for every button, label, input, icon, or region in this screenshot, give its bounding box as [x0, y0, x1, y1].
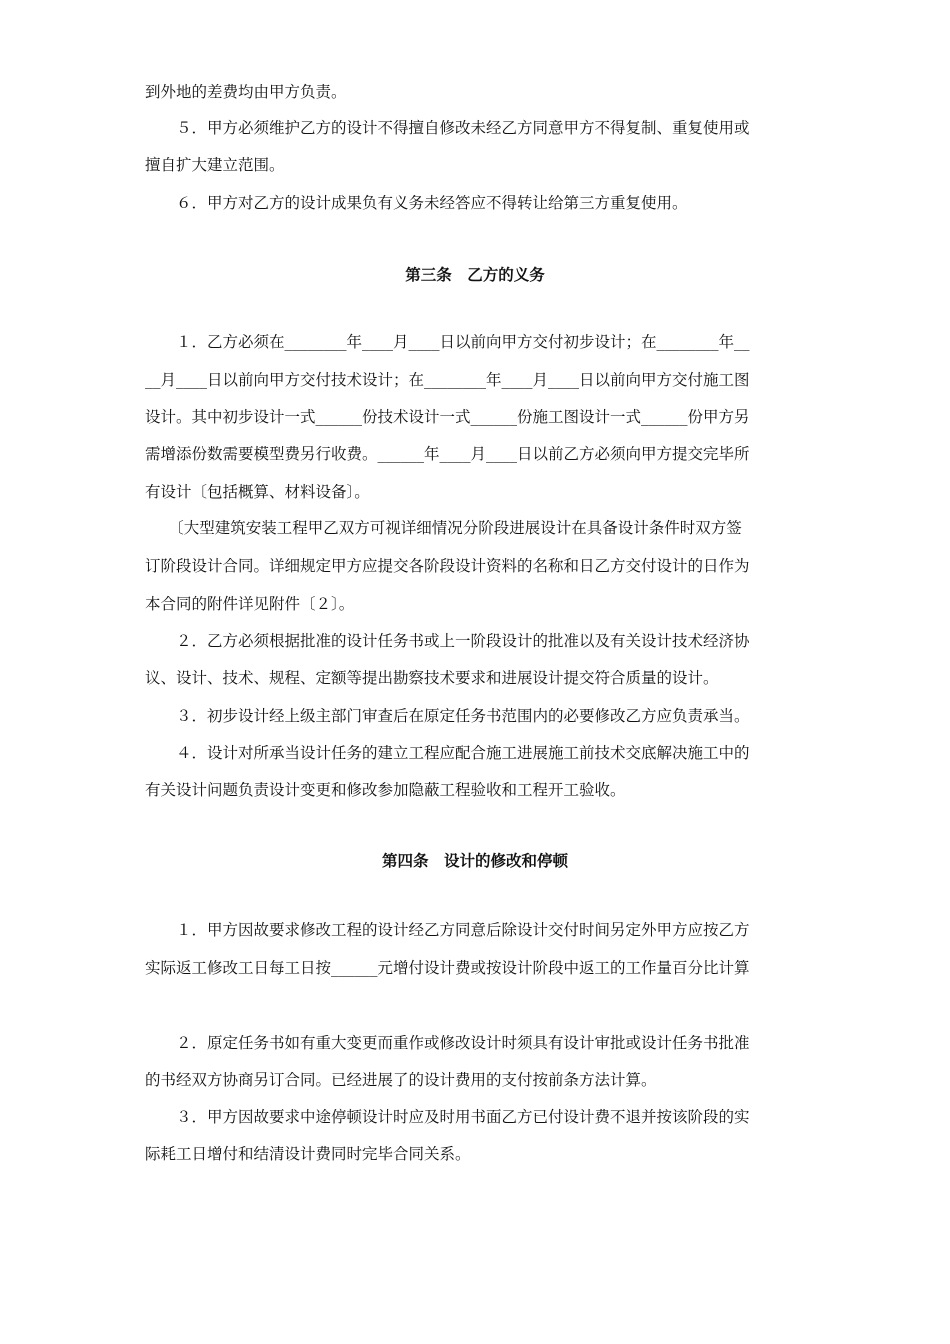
text-line: １．乙方必须在________年____月____日以前向甲方交付初步设计；在________年__: [145, 333, 750, 351]
text-line: 擅自扩大建立范围。: [145, 156, 285, 174]
text-line: 际耗工日增付和结清设计费同时完毕合同关系。: [145, 1145, 471, 1163]
text-line: 有设计〔包括概算、材料设备〕。: [145, 483, 370, 501]
text-line: ２．原定任务书如有重大变更而重作或修改设计时须具有设计审批或设计任务书批准: [145, 1034, 750, 1052]
section-heading: 第三条 乙方的义务: [405, 266, 545, 284]
section-heading: 第四条 设计的修改和停顿: [381, 852, 568, 870]
text-line: 需增添份数需要模型费另行收费。______年____月____日以前乙方必须向甲方提交完毕所: [145, 445, 750, 463]
text-line: 订阶段设计合同。详细规定甲方应提交各阶段设计资料的名称和日乙方交付设计的日作为: [145, 557, 750, 575]
text-line: ３．初步设计经上级主部门审查后在原定任务书范围内的必要修改乙方应负责承当。: [145, 707, 750, 725]
text-line: ６．甲方对乙方的设计成果负有义务未经答应不得转让给第三方重复使用。: [145, 194, 688, 212]
text-line: 的书经双方协商另订合同。已经进展了的设计费用的支付按前条方法计算。: [145, 1071, 657, 1089]
text-line: 有关设计问题负责设计变更和修改参加隐蔽工程验收和工程开工验收。: [145, 781, 626, 799]
text-line: 议、设计、技术、规程、定额等提出勘察技术要求和进展设计提交符合质量的设计。: [145, 669, 719, 687]
text-line: 设计。其中初步设计一式______份技术设计一式______份施工图设计一式______份甲方另: [145, 408, 750, 426]
text-line: 实际返工修改工日每工日按______元增付设计费或按设计阶段中返工的工作量百分比计算: [145, 959, 750, 977]
text-line: 到外地的差费均由甲方负责。: [145, 83, 347, 101]
text-line: １．甲方因故要求修改工程的设计经乙方同意后除设计交付时间另定外甲方应按乙方: [145, 921, 750, 939]
text-line: 〔大型建筑安装工程甲乙双方可视详细情况分阶段进展设计在具备设计条件时双方签: [145, 519, 742, 537]
text-line: ５．甲方必须维护乙方的设计不得擅自修改未经乙方同意甲方不得复制、重复使用或: [145, 119, 750, 137]
text-line: ２．乙方必须根据批准的设计任务书或上一阶段设计的批准以及有关设计技术经济协: [145, 632, 750, 650]
text-line: ４．设计对所承当设计任务的建立工程应配合施工进展施工前技术交底解决施工中的: [145, 744, 750, 762]
text-line: 本合同的附件详见附件〔２〕。: [145, 595, 355, 613]
text-line: __月____日以前向甲方交付技术设计；在________年____月____日以前向甲方交付施工图: [145, 371, 750, 389]
text-line: ３．甲方因故要求中途停顿设计时应及时用书面乙方已付设计费不退并按该阶段的实: [145, 1108, 750, 1126]
